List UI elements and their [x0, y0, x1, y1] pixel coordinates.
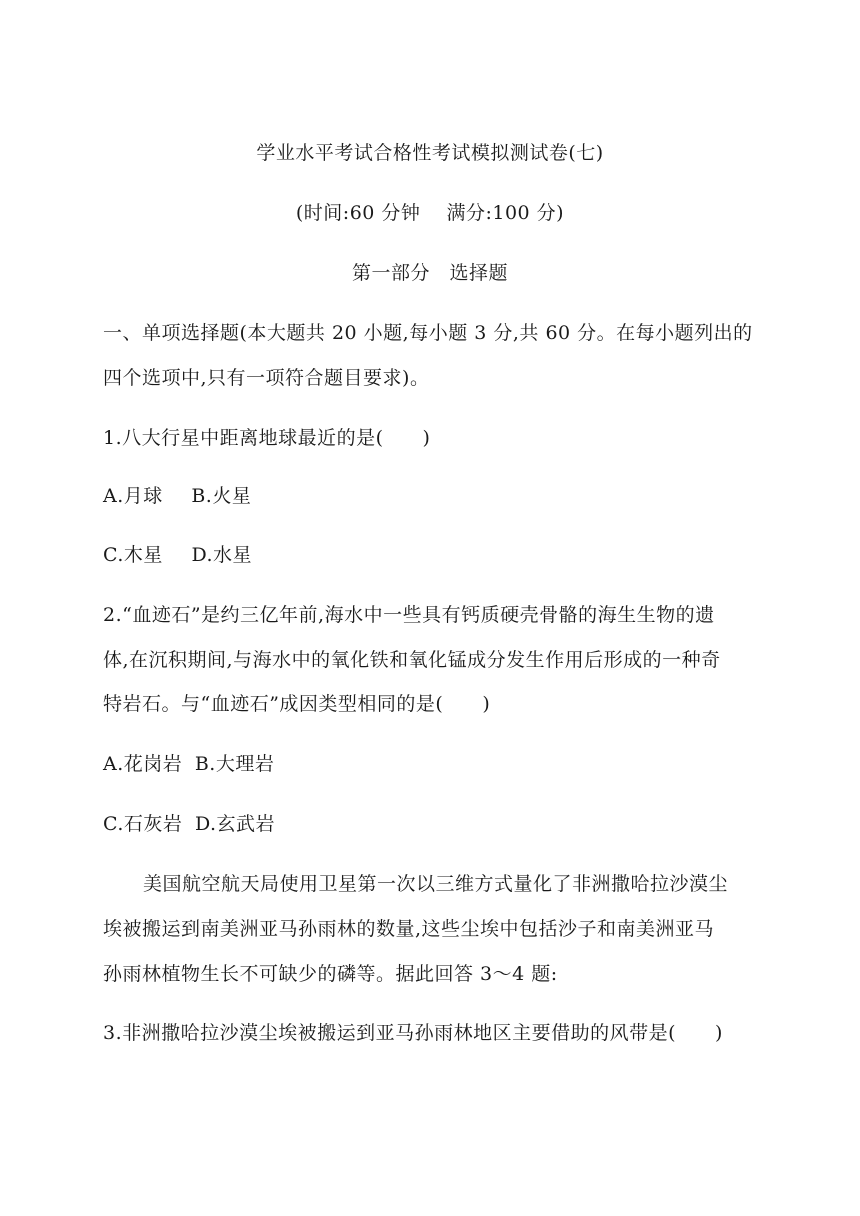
question-2-stem-line-3: 特岩石。与“血迹石”成因类型相同的是( )	[103, 693, 491, 715]
question-1-options-row-1	[103, 484, 773, 508]
question-3-stem: 3.非洲撒哈拉沙漠尘埃被搬运到亚马孙雨林地区主要借助的风带是( )	[103, 1022, 723, 1044]
section-instruction-line-2: 四个选项中,只有一项符合题目要求)。	[103, 367, 430, 389]
option-c[interactable]: C.石灰岩	[103, 813, 183, 835]
section-instruction-line-1: 一、单项选择题(本大题共 20 小题,每小题 3 分,共 60 分。在每小题列出的	[103, 322, 753, 344]
part-heading: 第一部分 选择题	[351, 262, 508, 284]
passage-line-1: 美国航空航天局使用卫星第一次以三维方式量化了非洲撒哈拉沙漠尘	[143, 873, 729, 895]
question-1-stem: 1.八大行星中距离地球最近的是( )	[103, 427, 431, 449]
exam-title: 学业水平考试合格性考试模拟测试卷(七)	[256, 142, 604, 164]
question-2-options-row-1	[103, 752, 773, 776]
passage-line-2: 埃被搬运到南美洲亚马孙雨林的数量,这些尘埃中包括沙子和南美洲亚马	[103, 918, 715, 940]
option-a[interactable]: A.花岗岩	[103, 753, 183, 775]
question-2-stem-line-2: 体,在沉积期间,与海水中的氧化铁和氧化锰成分发生作用后形成的一种奇	[103, 649, 721, 671]
option-d[interactable]: D.水星	[191, 544, 253, 566]
question-2-stem-line-1: 2.“血迹石”是约三亿年前,海水中一些具有钙质硬壳骨骼的海生生物的遗	[103, 604, 715, 626]
exam-info: (时间:60 分钟 满分:100 分)	[295, 202, 565, 224]
question-2-options-row-2	[103, 812, 773, 836]
option-a[interactable]: A.月球	[103, 485, 163, 507]
question-1-options-row-2	[103, 543, 773, 567]
option-d[interactable]: D.玄武岩	[194, 813, 276, 835]
passage-line-3: 孙雨林植物生长不可缺少的磷等。据此回答 3～4 题:	[103, 963, 558, 985]
option-c[interactable]: C.木星	[103, 544, 163, 566]
option-b[interactable]: B.大理岩	[194, 753, 275, 775]
option-b[interactable]: B.火星	[191, 485, 252, 507]
